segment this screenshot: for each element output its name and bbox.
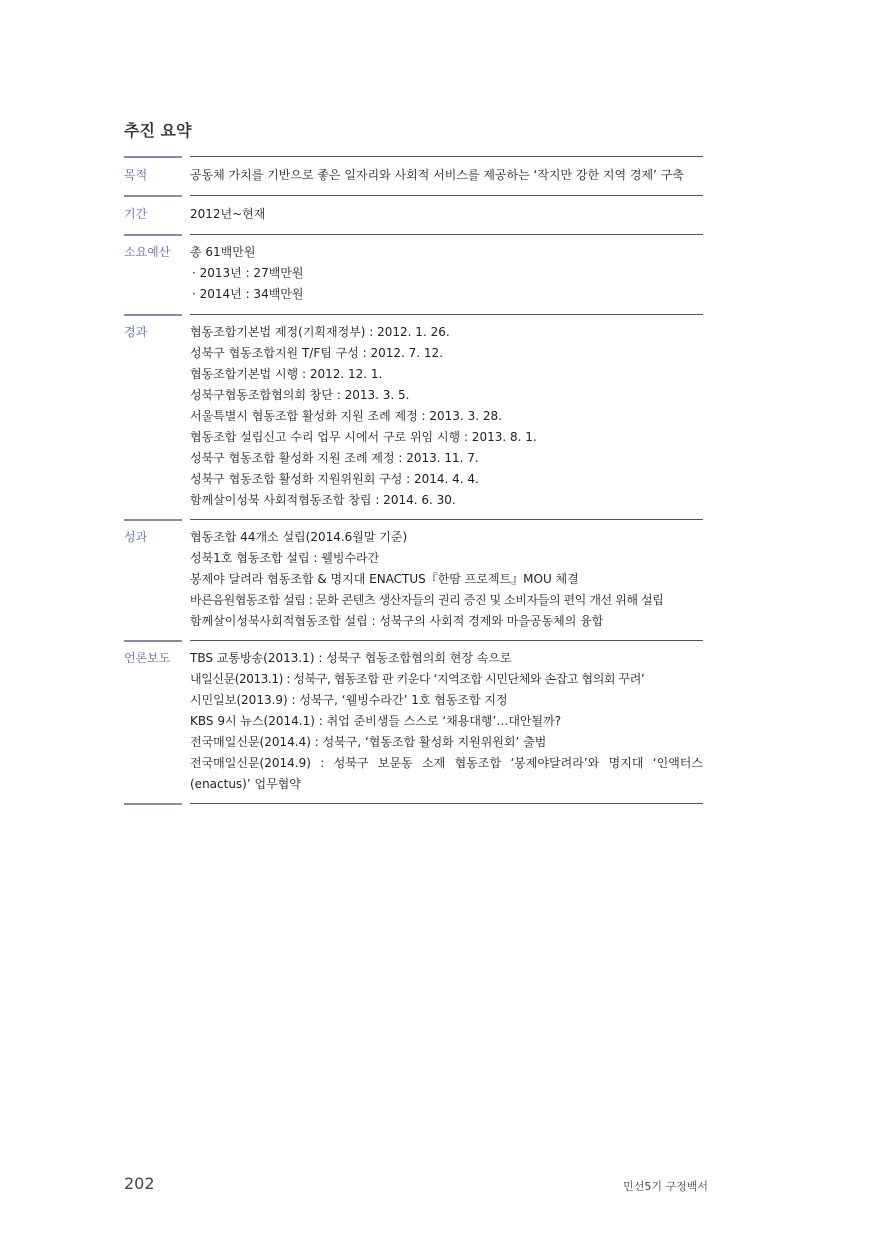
- row-budget: [124, 234, 703, 314]
- result-item: 함께살이성북사회적협동조합 설립 : 성북구의 사회적 경제와 마을공동체의 융합: [190, 614, 604, 628]
- period-text: 2012년~현재: [190, 207, 266, 221]
- progress-item: 협동조합 설립신고 수리 업무 시에서 구로 위임 시행 : 2013. 8. 1.: [190, 430, 537, 444]
- press-item: TBS 교통방송(2013.1) : 성북구 협동조합협의회 현장 속으로: [190, 651, 512, 665]
- result-item: 바른음원협동조합 설립 : 문화 콘텐츠 생산자들의 권리 증진 및 소비자들의 편익 개선 위해 설립: [190, 593, 664, 607]
- row-progress: [124, 314, 703, 519]
- progress-item: 성북구 협동조합 활성화 지원 조례 제정 : 2013. 11. 7.: [190, 451, 479, 465]
- progress-item: 서울특별시 협동조합 활성화 지원 조례 제정 : 2013. 3. 28.: [190, 409, 502, 423]
- progress-item: 성북구 협동조합지원 T/F팀 구성 : 2012. 7. 12.: [190, 346, 444, 360]
- result-item: 봉제야 달려라 협동조합 & 명지대 ENACTUS『한땀 프로젝트』MOU 체결: [190, 572, 579, 586]
- progress-item: 협동조합기본법 시행 : 2012. 12. 1.: [190, 367, 383, 381]
- press-item: 전국매일신문(2014.4) : 성북구, ‘협동조합 활성화 지원위원회’ 출범: [190, 735, 547, 749]
- result-item: 성북1호 협동조합 설립 : 웰빙수라간: [190, 551, 380, 565]
- press-item: 내일신문(2013.1) : 성북구, 협동조합 판 키운다 ‘지역조합 시민단체와 손잡고 협의회 꾸려’: [190, 672, 645, 686]
- press-item: 시민일보(2013.9) : 성북구, ‘웰빙수라간’ 1호 협동조합 지정: [190, 693, 508, 707]
- summary-table: [124, 156, 703, 805]
- press-item: 전국매일신문(2014.9) : 성북구 보문동 소재 협동조합 ‘봉제야달려라’와 명지대 ‘인액터스(enactus)’ 업무협약: [190, 756, 703, 791]
- row-press: [124, 640, 703, 803]
- budget-item: · 2013년 : 27백만원: [192, 266, 304, 280]
- row-period: [124, 195, 703, 234]
- progress-item: 성북구 협동조합 활성화 지원위원회 구성 : 2014. 4. 4.: [190, 472, 479, 486]
- section-title: 추진 요약: [124, 121, 192, 140]
- press-item: KBS 9시 뉴스(2014.1) : 취업 준비생들 스스로 ‘채용대행’…대안될까?: [190, 714, 562, 728]
- row-label-press: 언론보도: [124, 651, 171, 665]
- row-purpose: [124, 156, 703, 195]
- footer-book-title: 민선5기 구정백서: [623, 1180, 708, 1193]
- row-label-period: 기간: [124, 207, 148, 221]
- progress-item: 협동조합기본법 제정(기획재정부) : 2012. 1. 26.: [190, 325, 450, 339]
- table-bottom-rule: [124, 803, 703, 805]
- purpose-text: 공동체 가치를 기반으로 좋은 일자리와 사회적 서비스를 제공하는 ‘작지만 강한 지역 경제’ 구축: [190, 168, 684, 182]
- row-label-results: 성과: [124, 530, 148, 544]
- budget-total: 총 61백만원: [190, 245, 256, 259]
- row-label-purpose: 목적: [124, 168, 148, 182]
- progress-item: 성북구협동조합협의회 창단 : 2013. 3. 5.: [190, 388, 410, 402]
- row-label-progress: 경과: [124, 325, 148, 339]
- page-number: 202: [124, 1174, 155, 1193]
- budget-item: · 2014년 : 34백만원: [192, 287, 304, 301]
- row-results: [124, 519, 703, 640]
- row-label-budget: 소요예산: [124, 245, 171, 259]
- progress-item: 함께살이성북 사회적협동조합 창립 : 2014. 6. 30.: [190, 493, 456, 507]
- result-item: 협동조합 44개소 설립(2014.6월말 기준): [190, 530, 408, 544]
